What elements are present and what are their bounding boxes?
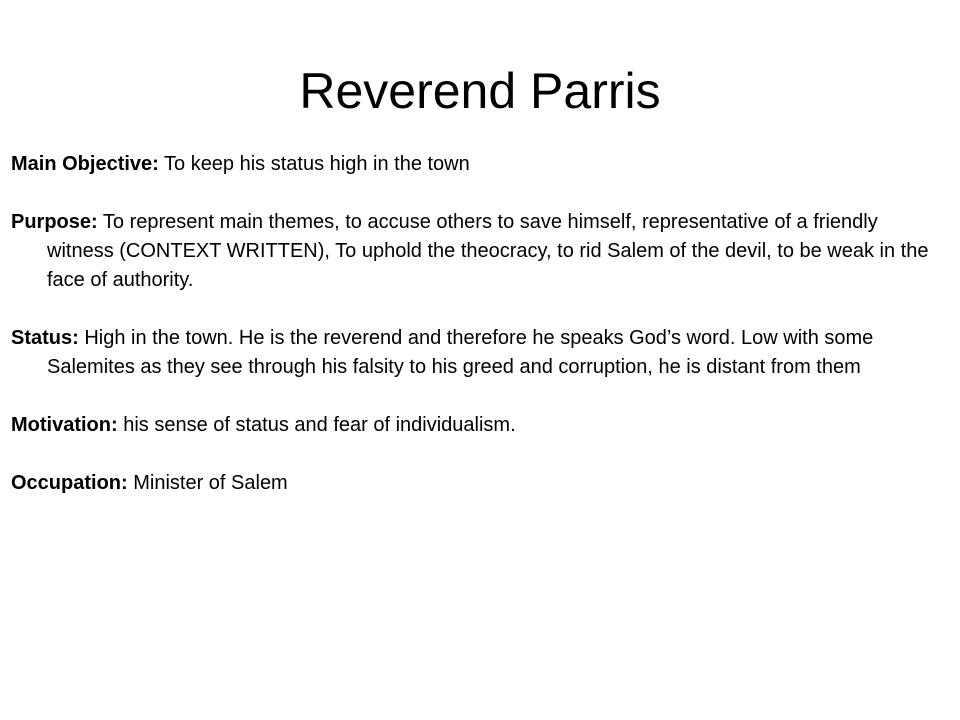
main-objective-label: Main Objective: — [11, 153, 159, 175]
motivation-label: Motivation: — [11, 414, 118, 436]
slide-title: Reverend Parris — [299, 63, 661, 119]
slide-body — [11, 150, 946, 527]
occupation-text: Minister of Salem — [127, 472, 288, 494]
purpose-label: Purpose: — [11, 211, 98, 233]
main-objective-text: To keep his status high in the town — [158, 153, 470, 175]
occupation-label: Occupation: — [11, 472, 128, 494]
occupation-item — [11, 469, 946, 498]
main-objective-item — [11, 150, 946, 179]
status-text: High in the town. He is the reverend and therefore he speaks God’s word. Low with some Salemites as they see through his falsity to his greed and corruption, he is distant from them — [47, 327, 874, 378]
status-label: Status: — [11, 327, 79, 349]
purpose-text: To represent main themes, to accuse others to save himself, representative of a friendly witness (CONTEXT WRITTEN), To uphold the theocracy, to rid Salem of the devil, to be weak in the face of authority. — [47, 211, 929, 291]
motivation-item — [11, 411, 946, 440]
status-item — [11, 324, 946, 382]
motivation-text: his sense of status and fear of individualism. — [117, 414, 516, 436]
purpose-item — [11, 208, 946, 295]
